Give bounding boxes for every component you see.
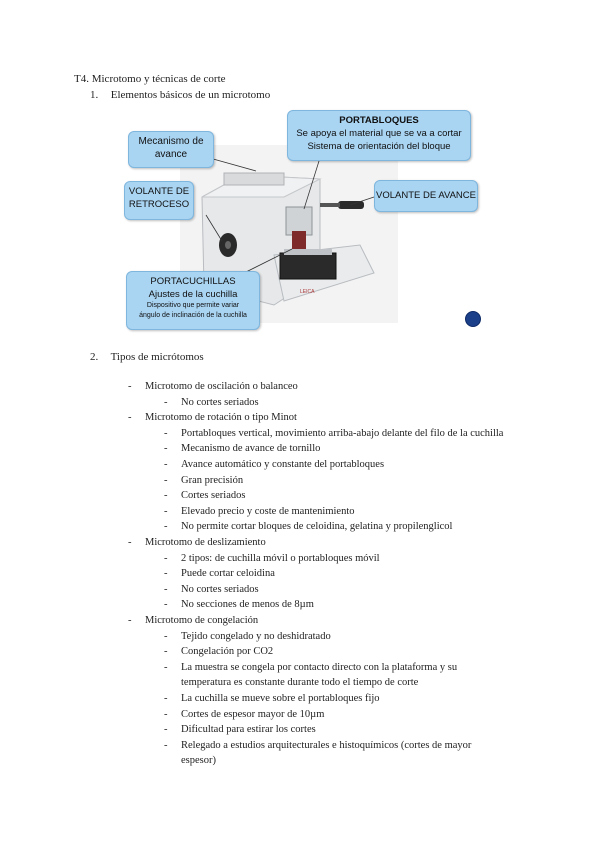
dash-marker: - [164,459,168,470]
list-item: Avance automático y constante del portabloques [181,459,385,470]
circle-badge-icon [465,311,481,327]
document-title: T4. Microtomo y técnicas de corte [74,73,226,85]
specimen-clamp [286,207,312,235]
dash-marker: - [164,708,168,720]
list-item: Tejido congelado y no deshidratado [181,630,331,642]
knife-holder-top [284,249,332,255]
callout-line: Ajustes de la cuchilla [148,289,238,300]
dash-marker: - [164,521,168,533]
list-item: Dificultad para estirar los cortes [181,724,316,736]
dash-marker: - [164,693,168,704]
callout-small-line: ángulo de inclinación de la cuchilla [139,312,247,319]
list-group-heading: Microtomo de rotación o tipo Minot [145,412,297,424]
list-item-continuation: temperatura es constante durante todo el tiempo de corte [181,677,419,689]
list-item: Gran precisión [181,474,244,486]
list-item: Puede cortar celoidina [181,568,275,580]
callout-portabloques [287,110,471,161]
list-item-continuation: espesor) [181,755,216,767]
dash-marker: - [128,381,132,392]
dash-marker: - [164,630,168,642]
section-number: 1. [90,89,99,101]
dash-marker: - [164,427,168,439]
dash-marker: - [164,505,168,517]
section-label: Tipos de micrótomos [110,351,204,363]
callout-line: Sistema de orientación del bloque [307,141,451,152]
dash-marker: - [164,599,168,611]
dash-marker: - [164,661,168,673]
dash-marker: - [164,552,168,564]
list-group-heading: Microtomo de congelación [145,615,259,626]
callout-line: avance [154,149,188,160]
section-heading-1 [90,89,270,101]
dash-marker: - [164,739,168,751]
list-item: Cortes seriados [181,490,246,502]
dash-marker: - [128,412,132,424]
microtome-figure [124,105,476,330]
dash-marker: - [164,583,168,595]
list-item: Mecanismo de avance de tornillo [181,443,321,455]
callout-line: VOLANTE DE [128,186,190,197]
section-number: 2. [90,351,99,363]
list-item: Cortes de espesor mayor de 10µm [181,708,325,720]
callout-line: RETROCESO [128,199,190,210]
callout-mecanismo-avance [128,131,214,168]
list-item: Elevado precio y coste de mantenimiento [181,505,355,517]
brand-text: LEICA [300,289,315,295]
callout-title: PORTABLOQUES [339,115,419,126]
callout-title: PORTACUCHILLAS [150,276,236,287]
list-group-heading: Microtomo de oscilación o balanceo [145,381,298,392]
dash-marker: - [128,537,132,548]
coarse-wheel-center [225,241,231,249]
top-panel [224,173,284,185]
list-item: No cortes seriados [181,396,259,408]
list-item: No cortes seriados [181,583,259,595]
list-item: La cuchilla se mueve sobre el portabloques fijo [181,693,380,704]
callout-line: Se apoya el material que se va a cortar [296,128,462,139]
section-label: Elementos básicos de un microtomo [110,89,271,101]
callout-portacuchillas [126,271,260,330]
list-group-heading: Microtomo de deslizamiento [145,537,266,548]
list-item: 2 tipos: de cuchilla móvil o portabloques móvil [181,552,380,564]
feed-shaft [320,203,340,207]
dash-marker: - [164,443,168,455]
list-item: No secciones de menos de 8µm [181,599,314,611]
list-item: Congelación por CO2 [181,646,274,658]
dash-marker: - [164,474,168,486]
list-item: No permite cortar bloques de celoidina, gelatina y propilenglicol [181,521,453,533]
callout-line: VOLANTE DE AVANCE [376,190,476,201]
dash-marker: - [164,646,168,658]
list-item: Relegado a estudios arquitecturales e histoquímicos (cortes de mayor [181,739,472,751]
list-item: Portabloques vertical, movimiento arriba-abajo delante del filo de la cuchilla [181,427,504,439]
callout-volante-avance [374,180,478,212]
dash-marker: - [128,615,132,626]
dash-marker: - [164,490,168,502]
dash-marker: - [164,396,168,408]
callout-volante-retroceso [124,181,194,220]
specimen-block [292,231,306,249]
callout-line: Mecanismo de [138,136,204,147]
section-heading-2 [90,351,204,363]
dash-marker: - [164,568,168,580]
callout-small-line: Dispositivo que permite variar [146,302,240,309]
knife-holder [280,253,336,279]
list-item: La muestra se congela por contacto directo con la plataforma y su [181,661,458,673]
dash-marker: - [164,724,168,736]
